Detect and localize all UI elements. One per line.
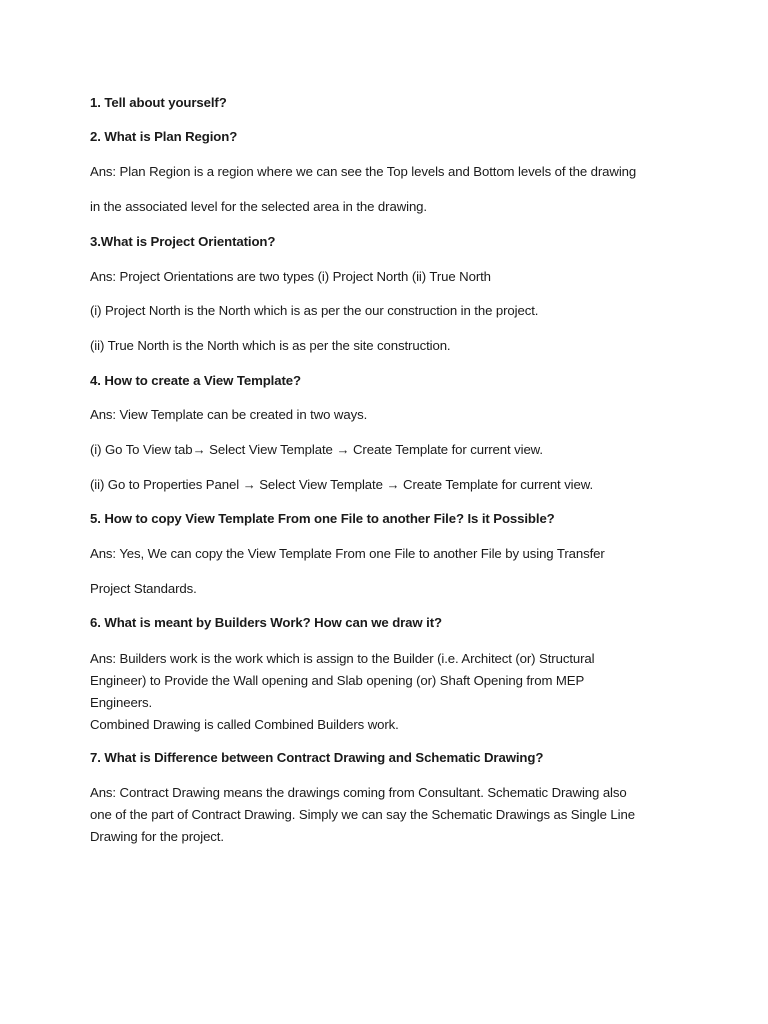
question-3: 3.What is Project Orientation? [90, 234, 276, 249]
question-4: 4. How to create a View Template? [90, 373, 301, 388]
answer-2-line-2: in the associated level for the selected area in the drawing. [90, 199, 427, 214]
question-6: 6. What is meant by Builders Work? How can we draw it? [90, 615, 442, 630]
answer-4-line-3: (ii) Go to Properties Panel → Select View Template → Create Template for current view. [90, 477, 594, 492]
answer-5-line-2: Project Standards. [90, 581, 197, 596]
question-1: 1. Tell about yourself? [90, 95, 227, 110]
answer-5-line-1: Ans: Yes, We can copy the View Template From one File to another File by using Transfer [90, 546, 605, 561]
answer-4-line-1: Ans: View Template can be created in two ways. [90, 407, 368, 422]
answer-6-line-3: Engineers. [90, 695, 153, 710]
answer-3-line-1: Ans: Project Orientations are two types (i) Project North (ii) True North [90, 269, 491, 284]
answer-7-line-1: Ans: Contract Drawing means the drawings coming from Consultant. Schematic Drawing also [90, 785, 627, 800]
answer-7-line-2: one of the part of Contract Drawing. Simply we can say the Schematic Drawings as Single Line [90, 807, 635, 822]
answer-7 [90, 782, 690, 848]
question-5: 5. How to copy View Template From one File to another File? Is it Possible? [90, 511, 555, 526]
answer-4-line-2: (i) Go To View tab→ Select View Template → Create Template for current view. [90, 442, 543, 457]
answer-3-line-2: (i) Project North is the North which is as per the our construction in the project. [90, 303, 539, 318]
answer-6-line-1: Ans: Builders work is the work which is assign to the Builder (i.e. Architect (or) Structural [90, 651, 595, 666]
answer-7-line-3: Drawing for the project. [90, 829, 224, 844]
question-2: 2. What is Plan Region? [90, 129, 238, 144]
answer-6-line-4: Combined Drawing is called Combined Builders work. [90, 717, 399, 732]
answer-2-line-1: Ans: Plan Region is a region where we can see the Top levels and Bottom levels of the drawing [90, 164, 637, 179]
answer-6-line-2: Engineer) to Provide the Wall opening and Slab opening (or) Shaft Opening from MEP [90, 673, 585, 688]
answer-6 [90, 648, 690, 736]
question-7: 7. What is Difference between Contract Drawing and Schematic Drawing? [90, 750, 544, 765]
answer-3-line-3: (ii) True North is the North which is as per the site construction. [90, 338, 451, 353]
